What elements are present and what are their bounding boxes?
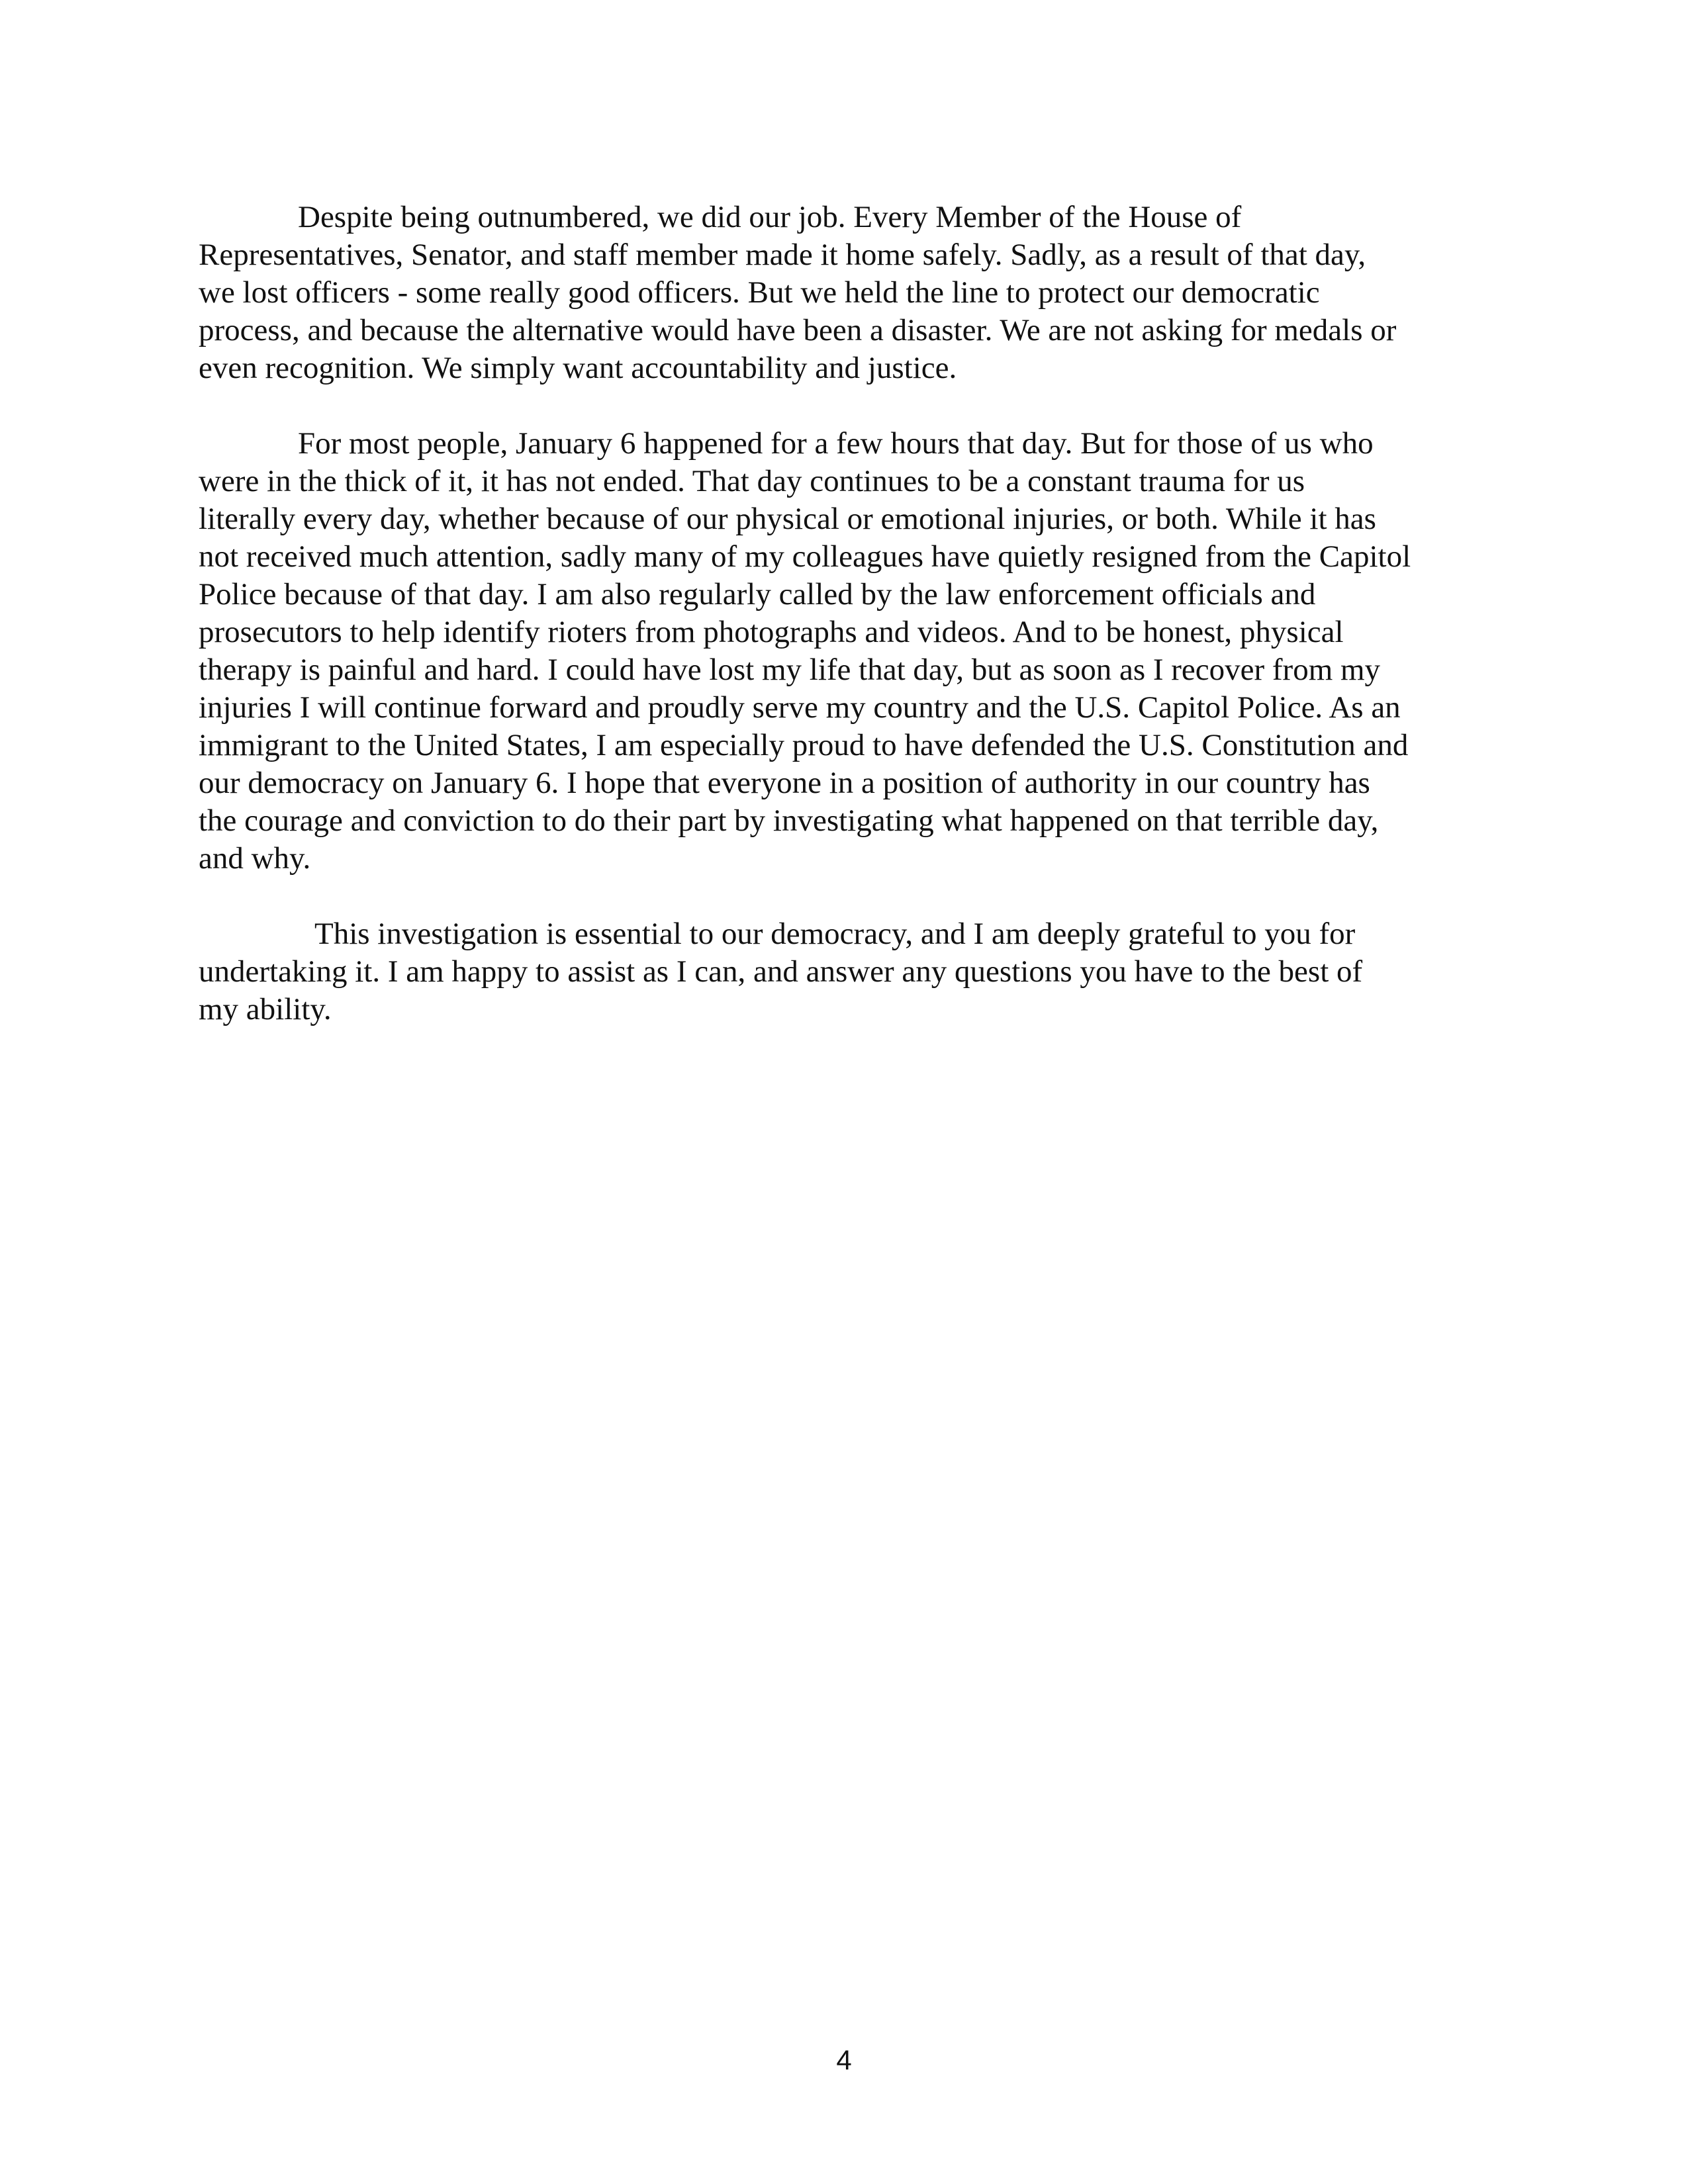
paragraph-2: For most people, January 6 happened for a few hours that day. But for those of us who were in the thick of it, it has not ended. That day continues to be a constant trauma for us literally every day, whether because of our physical or emotional injuries, or both. While it has not received much attention, sadly many of my colleagues have quietly resigned from the Capitol Police because of that day. I am also regularly called by the law enforcement officials and prosecutors to help identify rioters from photographs and videos. And to be honest, physical therapy is painful and hard. I could have lost my life that day, but as soon as I recover from my injuries I will continue forward and proudly serve my country and the U.S. Capitol Police. As an immigrant to the United States, I am especially proud to have defended the U.S. Constitution and our democracy on January 6. I hope that everyone in a position of authority in our country has the courage and conviction to do their part by investigating what happened on that terrible day, and why.	[199, 426, 1411, 876]
paragraph-1: Despite being outnumbered, we did our job. Every Member of the House of Representatives, Senator, and staff member made it home safely. Sadly, as a result of that day, we lost officers - some really good officers. But we held the line to protect our democratic process, and because the alternative would have been a disaster. We are not asking for medals or even recognition. We simply want accountability and justice.	[199, 200, 1397, 385]
page-number: 4	[836, 2044, 852, 2075]
document-body	[199, 199, 1496, 1066]
paragraph-3: This investigation is essential to our democracy, and I am deeply grateful to you for undertaking it. I am happy to assist as I can, and answer any questions you have to the best of my ability.	[199, 917, 1363, 1026]
